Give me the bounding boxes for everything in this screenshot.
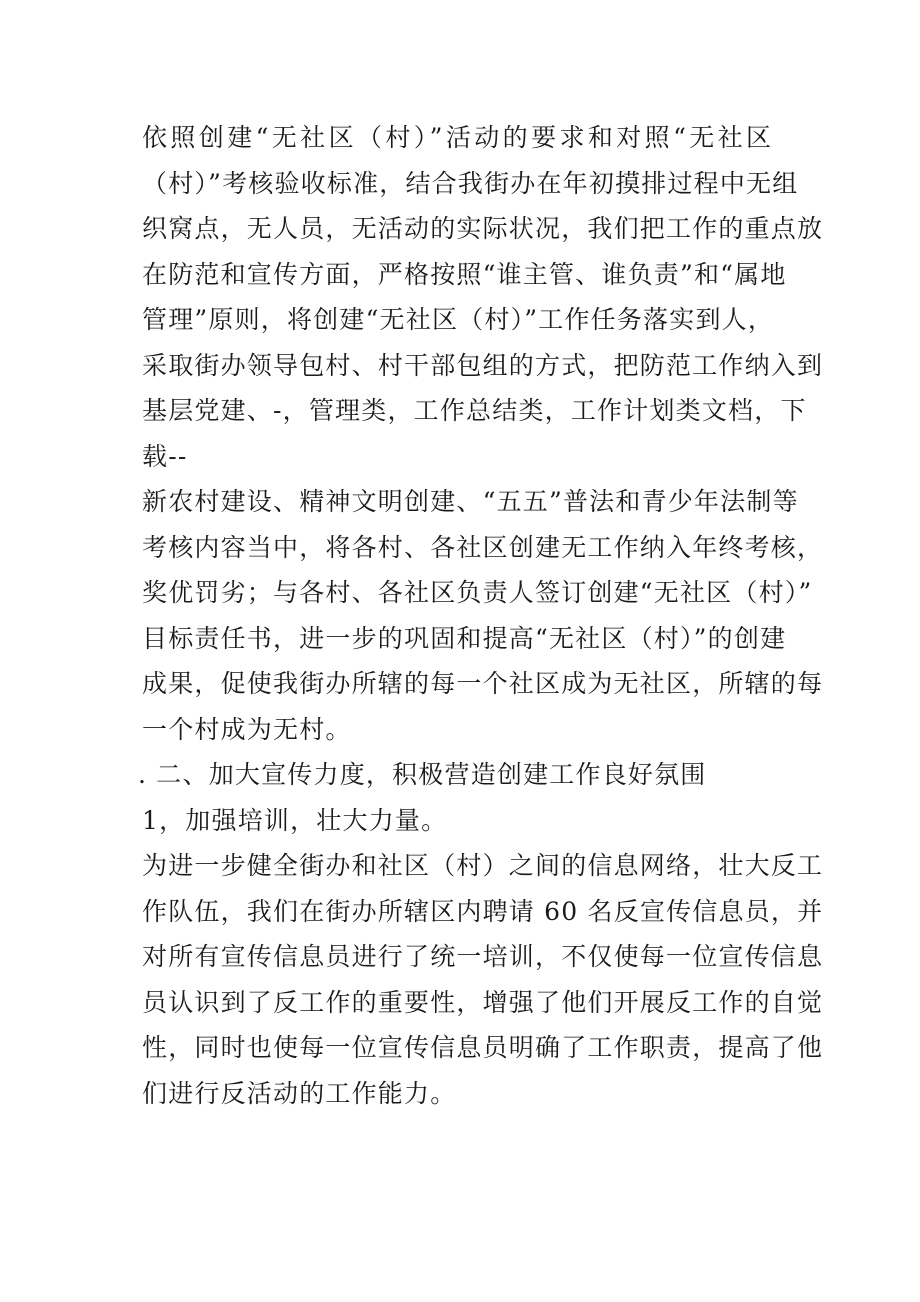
section-heading	[138, 752, 792, 798]
text-line: 作队伍，我们在街办所辖区内聘请 60 名反宣传信息员，并	[142, 896, 824, 926]
text-line: 考核内容当中，将各村、各社区创建无工作纳入年终考核，	[142, 532, 824, 562]
document-body	[138, 115, 824, 1116]
paragraph-3	[142, 843, 824, 1116]
text-line: 对所有宣传信息员进行了统一培训，不仅使每一位宣传信息	[142, 942, 824, 971]
text-line: 织窝点，无人员，无活动的实际状况，我们把工作的重点放	[142, 214, 824, 243]
text-line: 新农村建设、精神文明创建、“五五”普法和青少年法制等	[142, 487, 799, 516]
text-line: 在防范和宣传方面，严格按照“谁主管、谁负责”和“属地	[142, 259, 787, 289]
text-line: 为进一步健全街办和社区（村）之间的信息网络，壮大反工	[142, 851, 824, 880]
text-line: 载--	[142, 441, 188, 471]
text-line: 基层党建、-，管理类，工作总结类，工作计划类文档，下	[142, 396, 807, 425]
text-line: 员认识到了反工作的重要性，增强了他们开展反工作的自觉	[142, 987, 824, 1017]
section-heading-text: . 二、加大宣传力度，积极营造创建工作良好氛围	[138, 760, 707, 789]
text-line: 一个村成为无村。	[142, 714, 352, 744]
text-line: 管理”原则，将创建“无社区（村）”工作任务落实到人，	[142, 305, 775, 334]
text-line: 们进行反活动的工作能力。	[142, 1078, 457, 1108]
text-line: （村）”考核验收标准，结合我街办在年初摸排过程中无组	[142, 168, 799, 198]
sub-heading	[142, 798, 792, 844]
text-line: 采取街办领导包村、村干部包组的方式，把防范工作纳入到	[142, 350, 824, 380]
sub-heading-text: 1，加强培训，壮大力量。	[142, 805, 448, 835]
text-line: 奖优罚劣；与各村、各社区负责人签订创建“无社区（村）”	[142, 578, 813, 607]
paragraph-2	[142, 479, 824, 752]
text-line: 依照创建“无社区（村）”活动的要求和对照“无社区	[142, 123, 775, 152]
text-line: 目标责任书，进一步的巩固和提高“无社区（村）”的创建	[142, 623, 787, 653]
paragraph-1	[142, 115, 824, 479]
text-line: 性，同时也使每一位宣传信息员明确了工作职责，提高了他	[142, 1033, 824, 1062]
text-line: 成果，促使我街办所辖的每一个社区成为无社区，所辖的每	[142, 669, 824, 698]
